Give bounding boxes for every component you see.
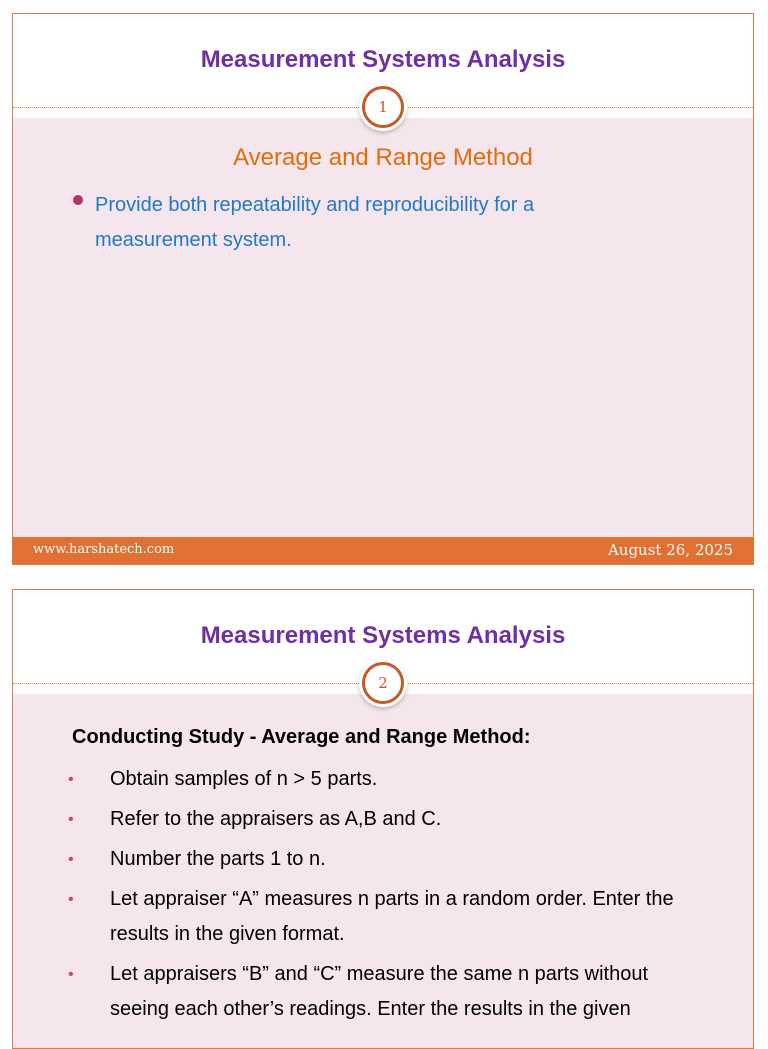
bullet-dot-icon: • [68,966,74,983]
slide-1 [12,13,754,565]
bullet-dot-icon: • [68,851,74,868]
footer-date: August 26, 2025 [607,541,733,559]
slide-2 [12,589,754,1049]
section-heading: Conducting Study - Average and Range Method: [72,726,531,748]
list-item [68,762,698,797]
bullet-dot-icon: • [68,891,74,908]
list-item [68,802,698,837]
list-item-text: Obtain samples of n > 5 parts. [110,768,378,790]
list-item-text: Refer to the appraisers as A,B and C. [110,808,442,830]
bullet-dot-icon: • [68,771,74,788]
list-item-text: Number the parts 1 to n. [110,848,326,870]
slide-number-badge: 1 [362,86,404,128]
slide-subtitle: Average and Range Method [233,144,533,171]
slide-footer [13,537,753,564]
bullet-dot-icon [73,195,83,205]
slide-number-badge: 2 [362,662,404,704]
bullet-text: Provide both repeatability and reproducibility for a measurement system. [95,194,535,251]
footer-url: www.harshatech.com [33,542,175,557]
slide-title: Measurement Systems Analysis [200,622,566,649]
list-item [68,957,698,1027]
steps-list [68,762,698,1032]
list-item-text: Let appraiser “A” measures n parts in a random order. Enter the results in the given format. [110,888,674,945]
bullet-dot-icon: • [68,811,74,828]
list-item-text: Let appraisers “B” and “C” measure the same n parts without seeing each other’s readings. Enter the results in the given [110,963,649,1020]
bullet-item [73,188,593,258]
list-item [68,842,698,877]
slide-title: Measurement Systems Analysis [200,46,566,73]
list-item [68,882,698,952]
